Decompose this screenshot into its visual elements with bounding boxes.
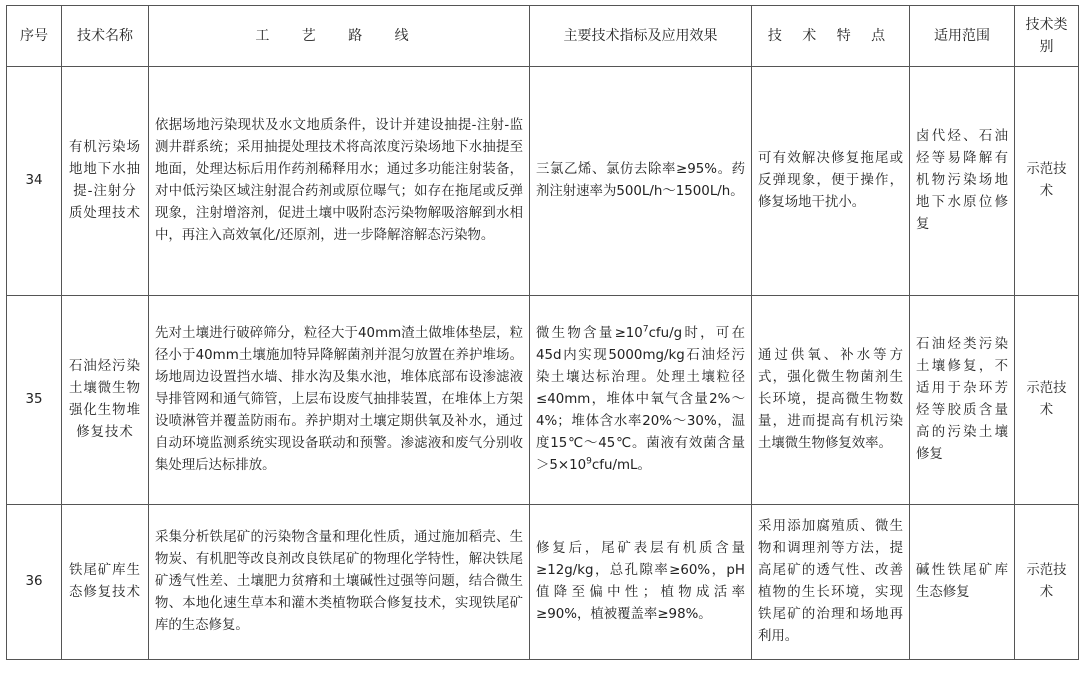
effect-exponent-2: 9 bbox=[586, 456, 592, 467]
row-effect: 三氯乙烯、氯仿去除率≥95%。药剂注射速率为500L/h～1500L/h。 bbox=[530, 67, 752, 296]
row-route: 依据场地污染现状及水文地质条件，设计并建设抽提-注射-监测井群系统；采用抽提处理技术将高浓度污染场地下水抽提至地面，处理达标后用作药剂稀释用水；通过多功能注射装备，对中低污染区域注射混合药剂或原位曝气；如存在拖尾或反弹现象，注射增溶剂，促进土壤中吸附态污染物解吸溶解到水相中，再注入高效氧化/还原剂，进一步降解溶解态污染物。 bbox=[149, 67, 530, 296]
row-feature: 可有效解决修复拖尾或反弹现象，便于操作，修复场地干扰小。 bbox=[752, 67, 910, 296]
row-scope: 卤代烃、石油烃等易降解有机物污染场地地下水原位修复 bbox=[910, 67, 1015, 296]
row-name: 石油烃污染土壤微生物强化生物堆修复技术 bbox=[62, 296, 149, 505]
header-feature: 技 术 特 点 bbox=[752, 6, 910, 67]
row-scope: 碱性铁尾矿库生态修复 bbox=[910, 505, 1015, 660]
row-route: 采集分析铁尾矿的污染物含量和理化性质，通过施加稻壳、生物炭、有机肥等改良剂改良铁尾矿的物理化学特性，解决铁尾矿透气性差、土壤肥力贫瘠和土壤碱性过强等问题，结合微生物、本地化速生草本和灌木类植物联合修复技术，实现铁尾矿库的生态修复。 bbox=[149, 505, 530, 660]
header-name: 技术名称 bbox=[62, 6, 149, 67]
row-name: 有机污染场地地下水抽提-注射分质处理技术 bbox=[62, 67, 149, 296]
effect-text-mid: cfu/g时，可在45d内实现5000mg/kg石油烃污染土壤达标治理。处理土壤粒径≤40mm，堆体中氧气含量2%～4%；堆体含水率20%～30%，温度15℃～45℃。菌液有效菌含量＞5×10 bbox=[536, 326, 745, 473]
header-row bbox=[7, 6, 1079, 67]
table-row bbox=[7, 296, 1079, 505]
row-effect bbox=[530, 296, 752, 505]
header-scope: 适用范围 bbox=[910, 6, 1015, 67]
row-seq: 36 bbox=[7, 505, 62, 660]
header-effect: 主要技术指标及应用效果 bbox=[530, 6, 752, 67]
row-category: 示范技术 bbox=[1015, 67, 1079, 296]
row-category: 示范技术 bbox=[1015, 505, 1079, 660]
header-category: 技术类别 bbox=[1015, 6, 1079, 67]
row-category: 示范技术 bbox=[1015, 296, 1079, 505]
row-seq: 35 bbox=[7, 296, 62, 505]
header-route: 工 艺 路 线 bbox=[149, 6, 530, 67]
row-feature: 通过供氧、补水等方式，强化微生物菌剂生长环境，提高微生物数量，进而提高有机污染土壤微生物修复效率。 bbox=[752, 296, 910, 505]
row-seq: 34 bbox=[7, 67, 62, 296]
table-row bbox=[7, 505, 1079, 660]
effect-text-post: cfu/mL。 bbox=[591, 458, 651, 473]
row-scope: 石油烃类污染土壤修复，不适用于杂环芳烃等胶质含量高的污染土壤修复 bbox=[910, 296, 1015, 505]
row-route: 先对土壤进行破碎筛分，粒径大于40mm渣土做堆体垫层，粒径小于40mm土壤施加特异降解菌剂并混匀放置在养护堆场。场地周边设置挡水墙、排水沟及集水池，堆体底部布设渗滤液导排管网和通气筛管，上层布设废气抽排装置，在堆体上方架设喷淋管并覆盖防雨布。养护期对土壤定期供氧及补水，通过自动环境监测系统实现设备联动和预警。渗滤液和废气分别收集处理后达标排放。 bbox=[149, 296, 530, 505]
header-seq: 序号 bbox=[7, 6, 62, 67]
row-feature: 采用添加腐殖质、微生物和调理剂等方法，提高尾矿的透气性、改善植物的生长环境，实现铁尾矿的治理和场地再利用。 bbox=[752, 505, 910, 660]
technology-table bbox=[6, 5, 1079, 660]
row-name: 铁尾矿库生态修复技术 bbox=[62, 505, 149, 660]
table-row bbox=[7, 67, 1079, 296]
effect-exponent-1: 7 bbox=[642, 324, 649, 335]
row-effect: 修复后，尾矿表层有机质含量≥12g/kg，总孔隙率≥60%，pH值降至偏中性；植物成活率≥90%，植被覆盖率≥98%。 bbox=[530, 505, 752, 660]
effect-text-pre: 微生物含量≥10 bbox=[536, 326, 643, 341]
